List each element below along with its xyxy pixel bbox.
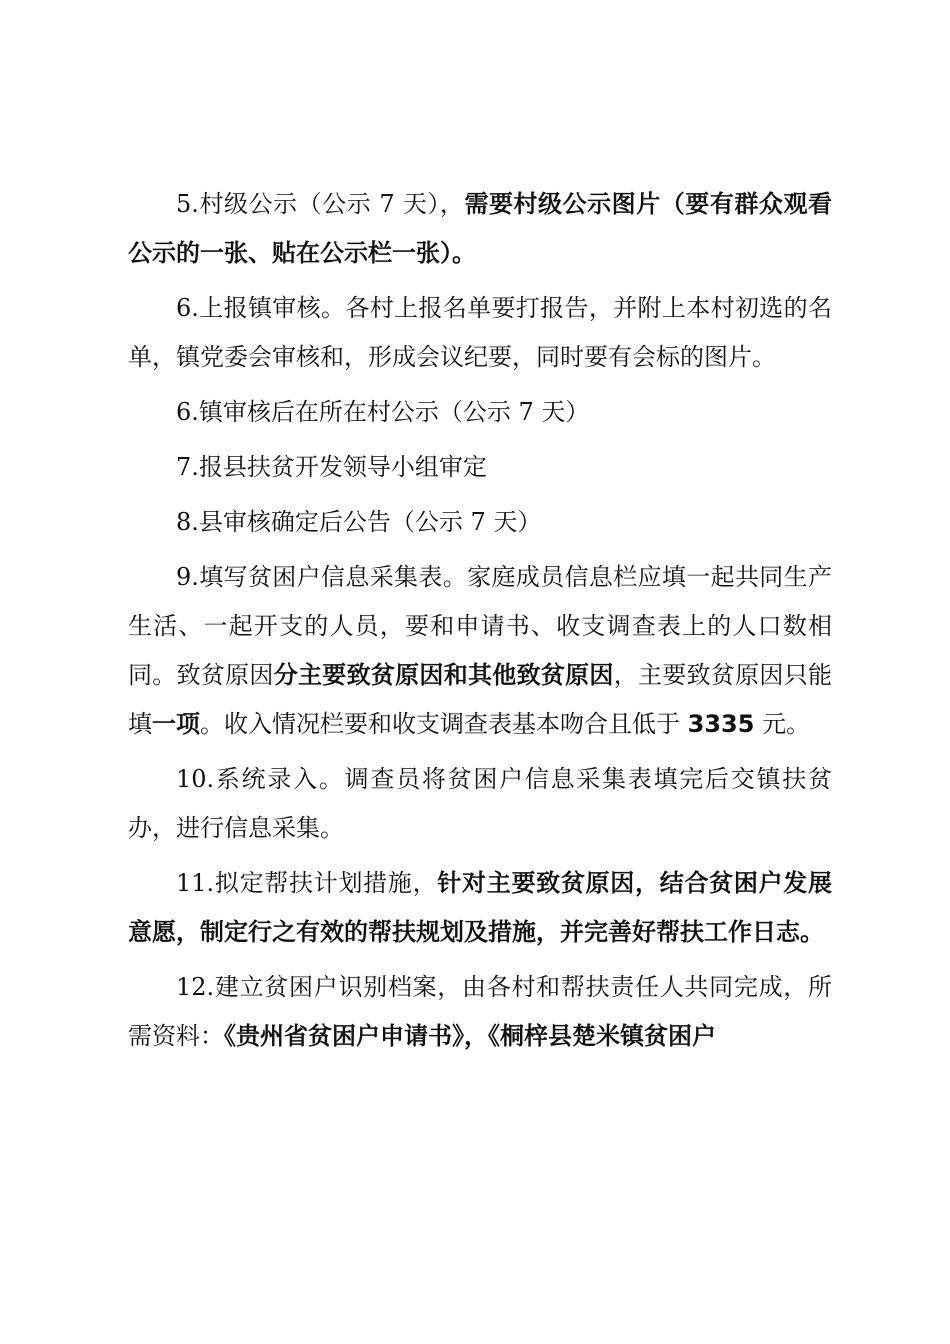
paragraph-step-7 — [128, 443, 832, 492]
text-run: 。收入情况栏要和收支调查表基本吻合且低于 — [200, 710, 688, 738]
text-run: 12.建立贫困户识别档案，由各村和帮扶责任人共同完成，所需资料： — [128, 973, 832, 1050]
text-run: 6.镇审核后在所在村公示（公示 7 天） — [176, 398, 590, 426]
paragraph-step-10 — [128, 755, 832, 853]
bold-text-run: 3335 — [687, 710, 755, 738]
bold-text-run: 需要村级公示图片（要有群众观看公示的一张、贴在公示栏一张）。 — [128, 190, 832, 267]
text-run: 元。 — [754, 710, 811, 738]
bold-text-run: 《贵州省贫困户申请书》，《桐梓县楚米镇贫困户 — [224, 1022, 716, 1050]
paragraph-step-6-publicity — [128, 388, 832, 437]
paragraph-step-8 — [128, 498, 832, 547]
text-run: 10.系统录入。调查员将贫困户信息采集表填完后交镇扶贫办，进行信息采集。 — [128, 765, 832, 842]
document-page — [128, 180, 832, 1067]
text-run: 9.填写贫困户信息采集表。家庭成员信息栏应填一起共同生产生活、一起开支的人员，要和申请书、收支调查表上的人口数相同。致贫原因 — [128, 563, 832, 689]
paragraph-step-6-report — [128, 284, 832, 382]
bold-text-run: 分主要致贫原因和其他致贫原因 — [273, 661, 614, 689]
paragraph-step-12 — [128, 963, 832, 1061]
text-run: 5.村级公示（公示 7 天）， — [176, 190, 465, 218]
text-run: 7.报县扶贫开发领导小组审定 — [176, 453, 487, 481]
text-run: 6.上报镇审核。各村上报名单要打报告，并附上本村初选的名单，镇党委会审核和，形成会议纪要，同时要有会标的图片。 — [128, 294, 832, 371]
text-run: 8.县审核确定后公告（公示 7 天） — [176, 508, 542, 536]
bold-text-run: 针对主要致贫原因，结合贫困户发展意愿，制定行之有效的帮扶规划及措施，并完善好帮扶工作日志。 — [128, 869, 833, 946]
bold-text-run: 一项 — [152, 710, 200, 738]
text-run: ，主要致贫原因只能填 — [128, 661, 833, 738]
text-run: 11.拟定帮扶计划措施， — [176, 869, 438, 897]
paragraph-step-11 — [128, 859, 832, 957]
paragraph-step-9 — [128, 553, 832, 749]
paragraph-step-5 — [128, 180, 832, 278]
